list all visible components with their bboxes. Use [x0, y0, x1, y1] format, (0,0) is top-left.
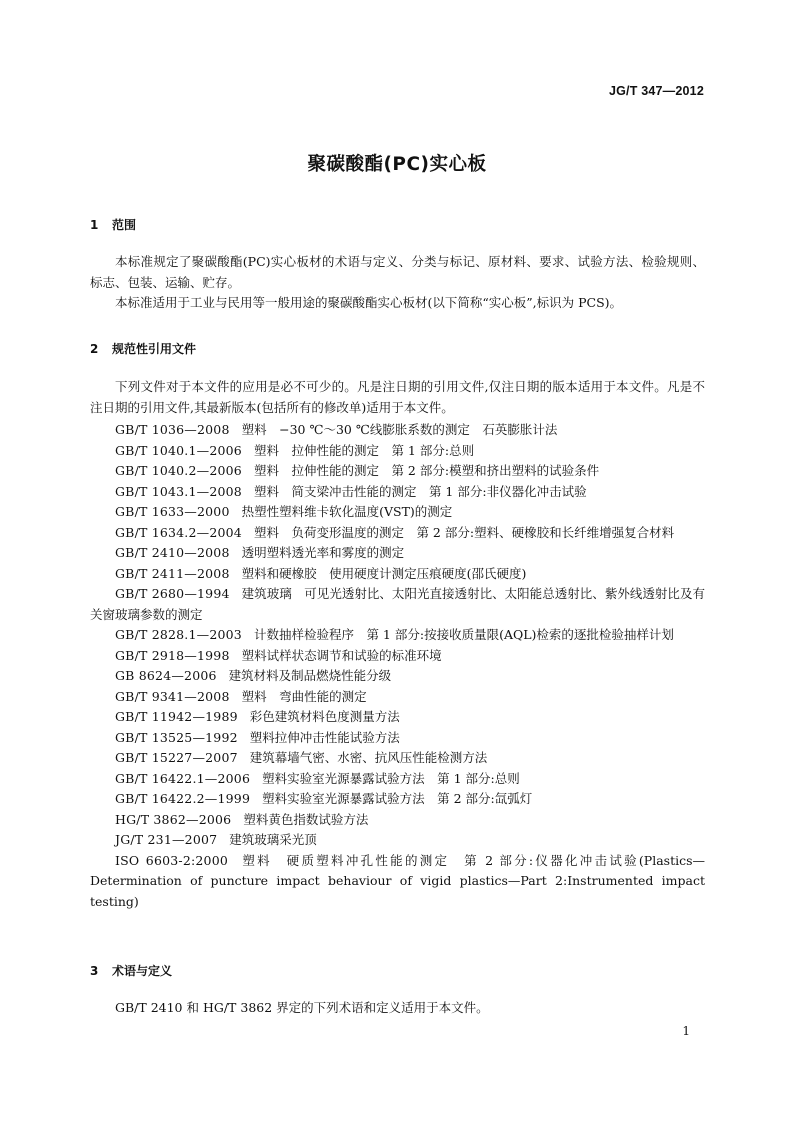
reference-code: GB/T 1633—2000: [115, 504, 230, 519]
reference-code: GB/T 1040.2—2006: [115, 463, 242, 478]
reference-list: [90, 420, 705, 912]
reference-title: 透明塑料透光率和雾度的测定: [241, 545, 405, 560]
reference-title: 塑料 拉伸性能的测定 第 2 部分:模塑和挤出塑料的试验条件: [253, 463, 600, 478]
reference-title: 塑料 弯曲性能的测定: [241, 688, 367, 704]
reference-item: [90, 461, 705, 482]
reference-title: 塑料拉伸冲击性能试验方法: [249, 729, 400, 745]
section-title: 术语与定义: [112, 964, 173, 978]
section-number: 1: [90, 218, 99, 232]
section-title: 规范性引用文件: [112, 342, 197, 356]
reference-title: 热塑性塑料维卡软化温度(VST)的测定: [241, 504, 453, 519]
reference-title: 彩色建筑材料色度测量方法: [249, 709, 400, 724]
reference-title: 塑料实验室光源暴露试验方法 第 1 部分:总则: [262, 770, 520, 786]
page-number: 1: [682, 1024, 690, 1038]
scope-paragraph-1: 本标准规定了聚碳酸酯(PC)实心板材的术语与定义、分类与标记、原材料、要求、试验方法、检验规则、标志、包装、运输、贮存。: [90, 254, 705, 290]
section-heading-scope: [90, 216, 136, 233]
reference-title: 塑料实验室光源暴露试验方法 第 2 部分:氙弧灯: [262, 791, 533, 806]
reference-item: [90, 830, 705, 851]
reference-item: [90, 564, 705, 585]
reference-title: 塑料试样状态调节和试验的标准环境: [241, 647, 442, 663]
reference-code: GB 8624—2006: [115, 668, 217, 683]
reference-code: GB/T 1040.1—2006: [115, 442, 242, 458]
reference-item: [90, 502, 705, 523]
reference-title: 建筑材料及制品燃烧性能分级: [228, 668, 392, 683]
document-title: 聚碳酸酯(PC)实心板: [307, 154, 487, 175]
reference-code: GB/T 9341—2008: [115, 688, 230, 704]
reference-code: GB/T 1634.2—2004: [115, 524, 242, 540]
normative-intro: 下列文件对于本文件的应用是必不可少的。凡是注日期的引用文件,仅注日期的版本适用于本文件。凡是不注日期的引用文件,其最新版本(包括所有的修改单)适用于本文件。: [90, 379, 705, 415]
reference-title: 建筑玻璃 可见光透射比、太阳光直接透射比、太阳能总透射比、紫外线透射比及有关窗玻璃参数的测定: [90, 586, 705, 622]
scope-paragraph-2: 本标准适用于工业与民用等一般用途的聚碳酸酯实心板材(以下简称“实心板”,标识为 PCS)。: [115, 295, 623, 310]
reference-item: [90, 666, 705, 687]
reference-item: [90, 420, 705, 441]
reference-item: [90, 851, 705, 913]
reference-item: [90, 687, 705, 708]
reference-code: JG/T 231—2007: [115, 832, 218, 847]
reference-item: [90, 728, 705, 749]
standard-number: JG/T 347—2012: [608, 84, 704, 98]
reference-item: [90, 441, 705, 462]
reference-item: [90, 646, 705, 667]
reference-code: GB/T 16422.2—1999: [115, 791, 251, 806]
reference-item: [90, 543, 705, 564]
reference-title: 塑料 硬质塑料冲孔性能的测定 第 2 部分:仪器化冲击试验(Plastics—Determination of puncture impact behaviour of vigid plastics—Part 2:Instrumented impact testing): [90, 852, 706, 909]
section-title: 范围: [112, 218, 137, 232]
reference-code: GB/T 15227—2007: [115, 750, 238, 765]
reference-item: [90, 769, 705, 790]
reference-title: 塑料 拉伸性能的测定 第 1 部分:总则: [253, 442, 475, 458]
reference-item: [90, 482, 705, 503]
reference-code: ISO 6603-2:2000: [115, 852, 229, 868]
reference-item: [90, 789, 705, 810]
reference-title: 塑料黄色指数试验方法: [243, 811, 369, 827]
reference-code: GB/T 13525—1992: [115, 729, 238, 745]
reference-title: 建筑玻璃采光顶: [229, 832, 317, 847]
reference-code: GB/T 1036—2008: [115, 422, 230, 437]
section-heading-normative-references: [90, 340, 196, 357]
reference-title: 塑料和硬橡胶 使用硬度计测定压痕硬度(邵氏硬度): [241, 565, 527, 581]
reference-code: HG/T 3862—2006: [115, 811, 232, 827]
reference-code: GB/T 2680—1994: [115, 586, 230, 601]
reference-code: GB/T 2918—1998: [115, 647, 230, 663]
reference-code: GB/T 2411—2008: [115, 565, 230, 581]
reference-title: 计数抽样检验程序 第 1 部分:按接收质量限(AQL)检索的逐批检验抽样计划: [253, 627, 674, 642]
reference-item: [90, 810, 705, 831]
reference-code: GB/T 16422.1—2006: [115, 770, 251, 786]
reference-item: [90, 584, 705, 625]
reference-item: [90, 748, 705, 769]
terms-intro: GB/T 2410 和 HG/T 3862 界定的下列术语和定义适用于本文件。: [115, 1000, 489, 1015]
reference-code: GB/T 11942—1989: [115, 709, 238, 724]
reference-item: [90, 523, 705, 544]
section-heading-terms: [90, 962, 172, 979]
reference-title: 塑料 简支梁冲击性能的测定 第 1 部分:非仪器化冲击试验: [253, 483, 587, 499]
reference-code: GB/T 2410—2008: [115, 545, 230, 560]
section-number: 3: [90, 964, 99, 978]
reference-item: [90, 625, 705, 646]
reference-code: GB/T 1043.1—2008: [115, 483, 242, 499]
reference-title: 塑料 负荷变形温度的测定 第 2 部分:塑料、硬橡胶和长纤维增强复合材料: [253, 524, 675, 540]
reference-item: [90, 707, 705, 728]
reference-code: GB/T 2828.1—2003: [115, 627, 242, 642]
section-number: 2: [90, 342, 99, 356]
reference-title: 塑料 −30 ℃～30 ℃线膨胀系数的测定 石英膨胀计法: [241, 422, 558, 437]
reference-title: 建筑幕墙气密、水密、抗风压性能检测方法: [249, 750, 488, 765]
